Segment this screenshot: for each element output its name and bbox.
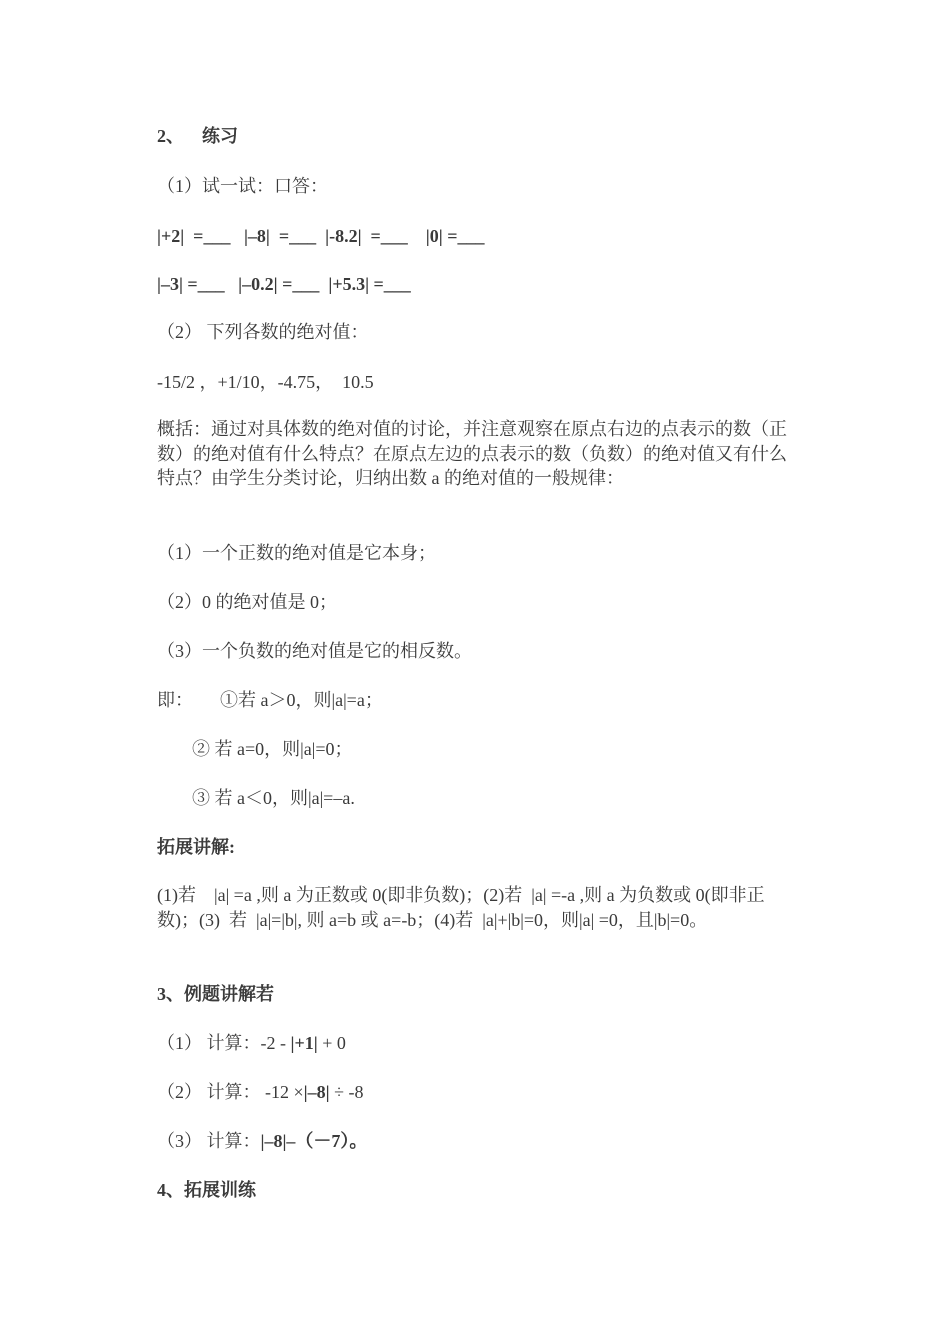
example-2-text: （2） 计算： -12 × — [157, 1082, 304, 1102]
section-4-heading: 4、拓展训练 — [157, 1180, 256, 1200]
section-2-heading: 2、 练习 — [157, 126, 238, 146]
example-3-abs: |–8|–（－7）。 — [260, 1131, 368, 1151]
rule-1: （1）一个正数的绝对值是它本身； — [157, 543, 436, 563]
case-2: ② 若 a=0，则|a|=0； — [192, 739, 353, 759]
exercise-2-numbers: -15/2 ，+1/10，-4.75， 10.5 — [157, 372, 374, 392]
extension-heading: 拓展讲解: — [157, 837, 235, 857]
example-2-tail: ÷ -8 — [329, 1082, 364, 1102]
summary-paragraph: 概括：通过对具体数的绝对值的讨论，并注意观察在原点右边的点表示的数（正数）的绝对值有什么特点？在原点左边的点表示的数（负数）的绝对值又有什么特点？由学生分类讨论，归纳出数 a 的绝对值的一般规律： — [157, 419, 787, 488]
extension-paragraph: (1)若 |a| =a ,则 a 为正数或 0(即非负数)；(2)若 |a| =-a ,则 a 为负数或 0(即非正数)；(3) 若 |a|=|b|, 则 a=b 或 a=-b；(4)若 |a|+|b|=0，则|a| =0，且|b|=0。 — [157, 885, 765, 930]
example-2 — [157, 1080, 363, 1104]
example-1-tail: + 0 — [317, 1033, 346, 1053]
exercise-1-row-2: |–3| =___ |–0.2| =___ |+5.3| =___ — [157, 274, 411, 294]
example-1-abs: |+1| — [290, 1033, 318, 1053]
example-3-text: （3） 计算： — [157, 1131, 261, 1151]
example-2-abs: |–8| — [303, 1082, 330, 1102]
example-3 — [157, 1129, 367, 1153]
example-1-text: （1） 计算：-2 - — [157, 1033, 291, 1053]
case-1: 即： ①若 a＞0，则|a|=a； — [157, 690, 383, 710]
rule-2: （2）0 的绝对值是 0； — [157, 592, 337, 612]
example-1 — [157, 1031, 346, 1055]
section-3-heading: 3、例题讲解若 — [157, 984, 274, 1004]
exercise-1-title: （1）试一试：口答： — [157, 176, 328, 196]
rule-3: （3）一个负数的绝对值是它的相反数。 — [157, 641, 472, 661]
exercise-1-row-1: |+2| =___ |–8| =___ |-8.2| =___ |0| =___ — [157, 226, 485, 246]
case-3: ③ 若 a＜0，则|a|=–a. — [192, 788, 355, 808]
exercise-2-title: （2） 下列各数的绝对值： — [157, 322, 369, 342]
